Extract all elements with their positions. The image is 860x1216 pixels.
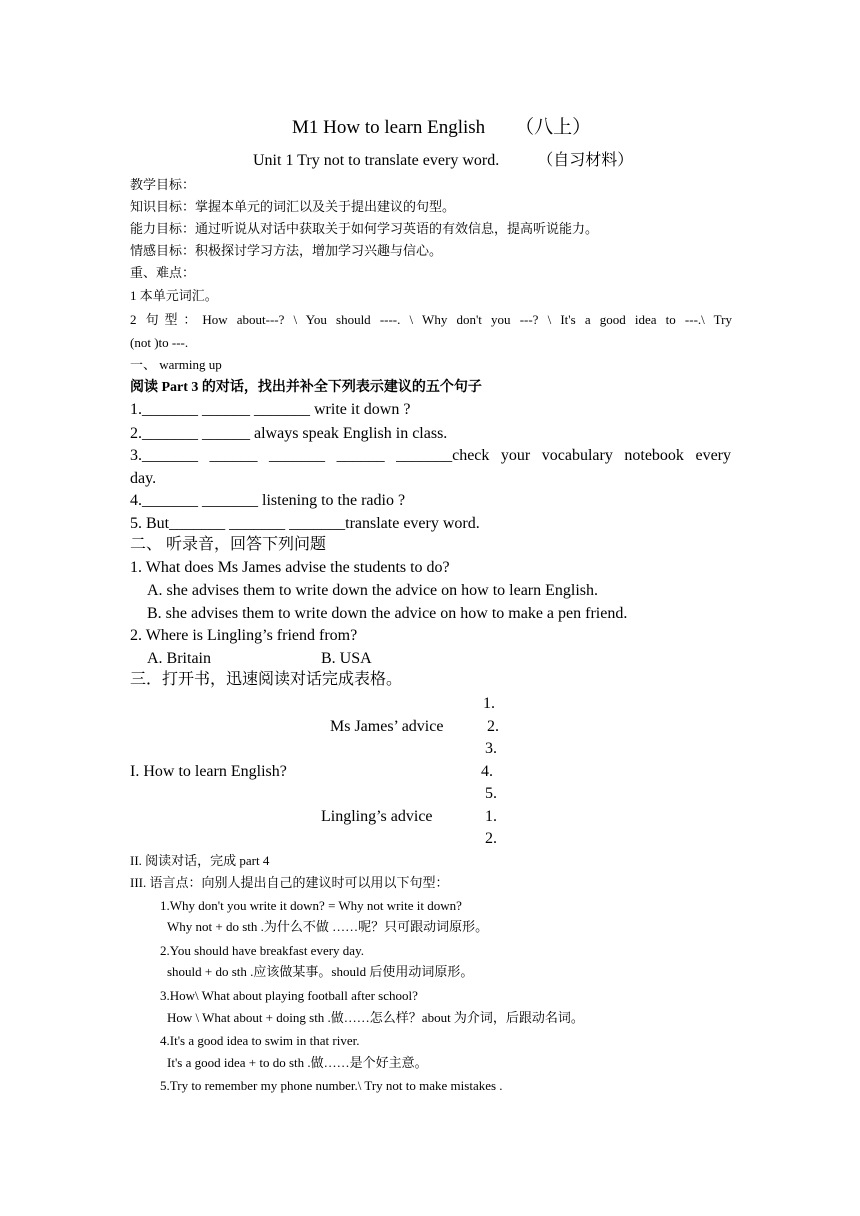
ms-james-advice-label: Ms James’ advice <box>330 718 444 735</box>
ms-james-item-1: 1. <box>483 695 495 712</box>
warming-up-instruction: 阅读 Part 3 的对话，找出并补全下列表示建议的五个句子 <box>130 380 482 395</box>
ms-james-item-5: 5. <box>485 785 497 802</box>
listening-q2-option-b: B. USA <box>321 650 372 667</box>
warming-up-heading: 一、 warming up <box>130 357 222 372</box>
language-point-4-note: It's a good idea + to do sth .做……是个好主意。 <box>167 1055 428 1070</box>
listening-q1-option-b: B. she advises them to write down the advice on how to make a pen friend. <box>147 605 628 622</box>
objective-ability: 能力目标：通过听说从对话中获取关于如何学习英语的有效信息，提高听说能力。 <box>130 221 599 236</box>
ms-james-item-3: 3. <box>485 740 497 757</box>
key-point-1: 1 本单元词汇。 <box>130 288 218 303</box>
page-title: M1 How to learn English （八上） <box>292 117 592 138</box>
table-root-label: I. How to learn English? <box>130 763 287 780</box>
language-point-1-note: Why not + do sth .为什么不做 ……呢？只可跟动词原形。 <box>167 919 489 934</box>
ms-james-item-2: 2. <box>487 718 499 735</box>
listening-q2-option-a: A. Britain <box>147 650 211 667</box>
key-point-2-cont: (not )to ---. <box>130 335 189 350</box>
page-subtitle: Unit 1 Try not to translate every word. （自习材料） <box>253 152 634 169</box>
key-points-heading: 重、难点： <box>130 265 196 280</box>
fill-sentence-5: 5. But_______ _______ _______translate every word. <box>130 515 480 532</box>
language-point-5: 5.Try to remember my phone number.\ Try not to make mistakes . <box>160 1078 503 1093</box>
fill-sentence-3-cont: day. <box>130 470 157 487</box>
language-points-heading: III. 语言点：向别人提出自己的建议时可以用以下句型： <box>130 875 449 890</box>
part4-heading: II. 阅读对话，完成 part 4 <box>130 853 270 868</box>
lingling-item-2: 2. <box>485 830 497 847</box>
objectives-heading: 教学目标： <box>130 177 196 192</box>
fill-sentence-2: 2._______ ______ always speak English in class. <box>130 425 448 442</box>
objective-knowledge: 知识目标：掌握本单元的词汇以及关于提出建议的句型。 <box>130 199 456 214</box>
fill-sentence-3: 3._______ ______ _______ ______ _______check your vocabulary notebook every <box>130 447 731 464</box>
listening-question-2: 2. Where is Lingling’s friend from? <box>130 627 358 644</box>
key-point-2: 2 句型：How about---? \ You should ----. \ Why don't you ---? \ It's a good idea to ---.\ Try <box>130 312 732 327</box>
lingling-advice-label: Lingling’s advice <box>321 808 433 825</box>
language-point-2-note: should + do sth .应该做某事。should 后使用动词原形。 <box>167 964 474 979</box>
objective-emotion: 情感目标：积极探讨学习方法，增加学习兴趣与信心。 <box>130 243 443 258</box>
fill-sentence-4: 4._______ _______ listening to the radio ? <box>130 492 406 509</box>
fill-sentence-1: 1._______ ______ _______ write it down ? <box>130 401 411 418</box>
listening-q1-option-a: A. she advises them to write down the advice on how to learn English. <box>147 582 599 599</box>
language-point-2: 2.You should have breakfast every day. <box>160 943 364 958</box>
language-point-3: 3.How\ What about playing football after school? <box>160 988 418 1003</box>
language-point-4: 4.It's a good idea to swim in that river. <box>160 1033 360 1048</box>
language-point-1: 1.Why don't you write it down? = Why not write it down? <box>160 898 462 913</box>
table-heading: 三．打开书，迅速阅读对话完成表格。 <box>130 671 403 688</box>
listening-heading: 二、 听录音，回答下列问题 <box>130 536 327 553</box>
lingling-item-1: 1. <box>485 808 497 825</box>
listening-question-1: 1. What does Ms James advise the students to do? <box>130 559 450 576</box>
ms-james-item-4: 4. <box>481 763 493 780</box>
language-point-3-note: How \ What about + doing sth .做……怎么样？about 为介词，后跟动名词。 <box>167 1010 584 1025</box>
